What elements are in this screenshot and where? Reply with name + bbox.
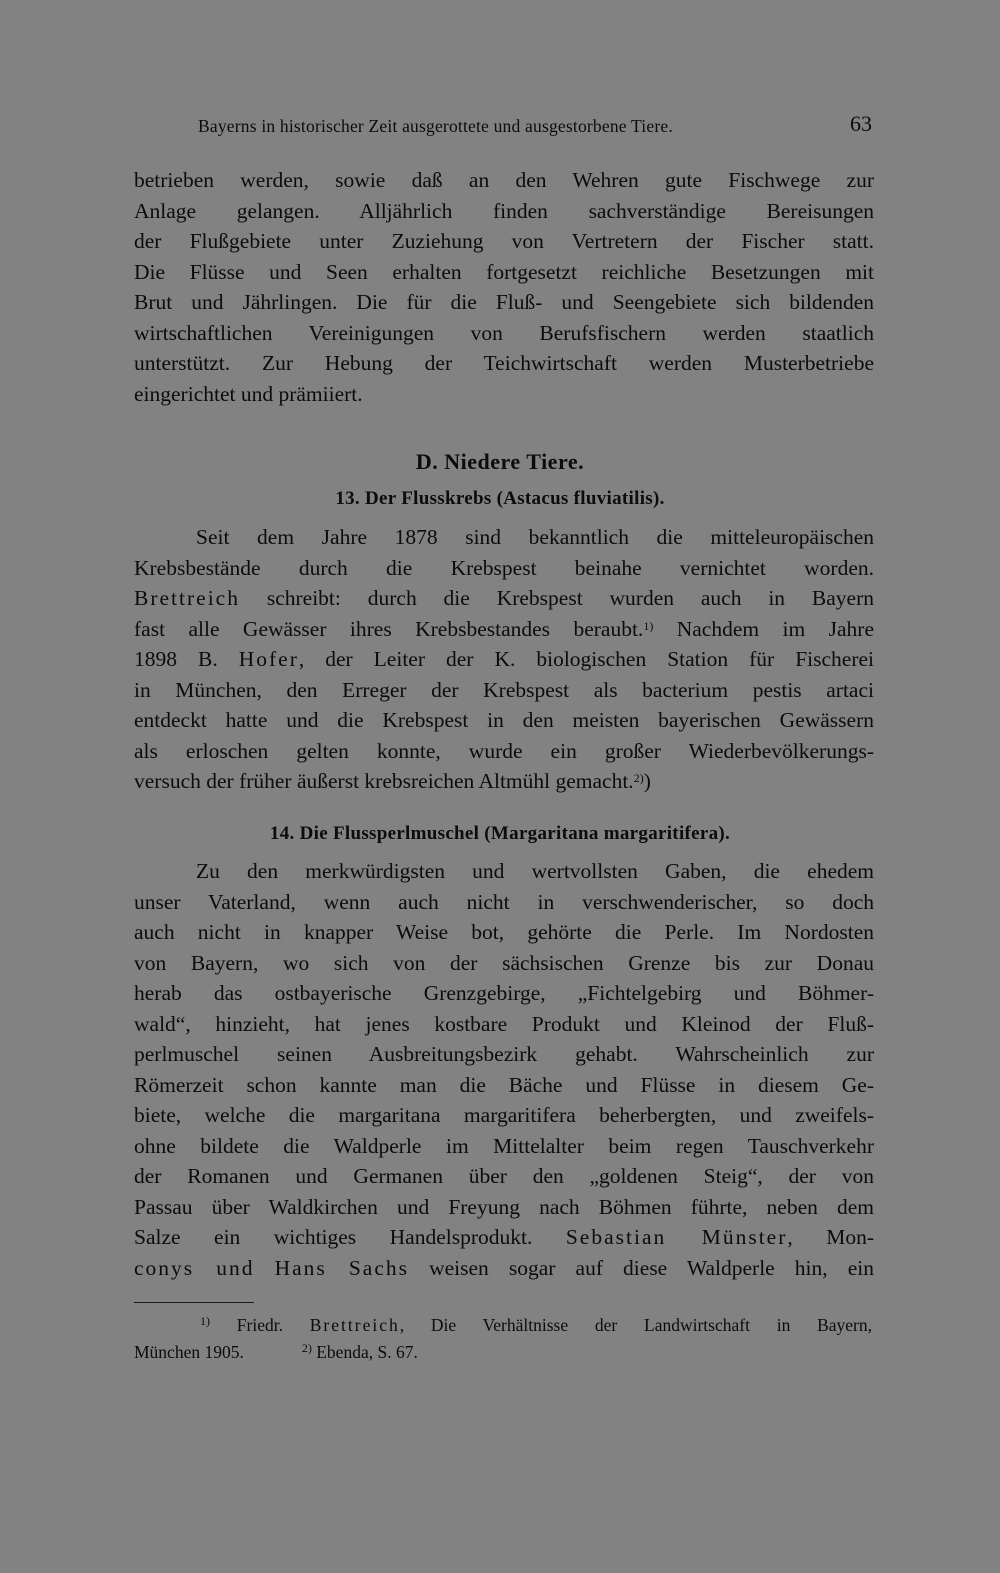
- text-line: versuch der früher äußerst krebsreichen Altmühl gemacht.$^{2)}$): [134, 769, 651, 793]
- text-span: Friedr.: [236, 1315, 283, 1335]
- text-line: [134, 1222, 874, 1253]
- text-line: unterstützt. Zur Hebung der Teichwirtschaft werden Musterbetriebe: [134, 351, 874, 375]
- page-number: 63: [850, 111, 872, 136]
- author-name-muenster: Sebastian Münster: [565, 1225, 788, 1249]
- text-line: herab das ostbayerische Grenzgebirge, „Fichtelgebirg und Böhmer-: [134, 981, 874, 1005]
- text-line: als erloschen gelten konnte, wurde ein großer Wiederbevölkerungs-: [134, 738, 874, 763]
- text-line: Römerzeit schon kannte man die Bäche und Flüsse in diesem Ge-: [134, 1072, 874, 1097]
- text-line: Krebsbestände durch die Krebspest beinahe vernichtet worden.: [134, 555, 874, 580]
- text-line: [134, 1253, 874, 1284]
- text-line: der Romanen und Germanen über den „goldenen Steig“, der von: [134, 1164, 874, 1188]
- text-span: versuch der früher äußerst krebsreichen Altmühl gemacht.: [134, 769, 634, 793]
- text-line: Anlage gelangen. Alljährlich finden sachverständige Bereisungen: [134, 198, 874, 223]
- text-line: der Flußgebiete unter Zuziehung von Vertretern der Fischer statt.: [134, 229, 874, 253]
- footnote-mark-2: 2): [301, 1341, 312, 1355]
- text-span: , Mon-: [787, 1225, 875, 1249]
- text-span: schreibt: durch die Krebspest wurden auch in Bayern: [266, 586, 875, 610]
- text-span: , der Leiter der K. biologischen Station für Fischerei: [298, 647, 874, 671]
- text-span: Nachdem im Jahre: [653, 616, 875, 641]
- text-line: entdeckt hatte und die Krebspest in den meisten bayerischen Gewässern: [134, 708, 874, 732]
- running-head: Bayerns in historischer Zeit ausgerottete und ausgestorbene Tiere.: [198, 116, 673, 136]
- footnote-1: [134, 1312, 872, 1339]
- text-span: fast alle Gewässer ihres Krebsbestandes beraubt.: [134, 616, 644, 641]
- footnote-mark-1: 1): [200, 1314, 210, 1328]
- footnote-line: [134, 1339, 872, 1366]
- text-line: von Bayern, wo sich von der sächsischen Grenze bis zur Donau: [134, 950, 874, 975]
- text-line: auch nicht in knapper Weise bot, gehörte die Perle. Im Nordosten: [134, 920, 874, 944]
- intro-paragraph: [134, 165, 874, 409]
- text-line: wirtschaftlichen Vereinigungen von Berufsfischern werden staatlich: [134, 320, 874, 345]
- text-line: Seit dem Jahre 1878 sind bekanntlich die mitteleuropäischen: [196, 525, 874, 549]
- section-heading-14: 14. Die Flussperlmuschel (Margaritana margaritifera).: [269, 823, 731, 844]
- text-line: [134, 644, 874, 675]
- text-line: Brut und Jährlingen. Die für die Fluß- und Seengebiete sich bildenden: [134, 290, 874, 314]
- footnote-ref-1: 1): [643, 618, 654, 633]
- footnote-ref-2: 2): [633, 771, 644, 785]
- section-heading-13: 13. Der Flusskrebs (Astacus fluviatilis).: [335, 488, 665, 509]
- text-line: [134, 583, 874, 614]
- text-span: weisen sogar auf diese Waldperle hin, ein: [409, 1255, 874, 1280]
- text-line: ohne bildete die Waldperle im Mittelalter beim regen Tauschverkehr: [134, 1133, 874, 1158]
- text-line: Passau über Waldkirchen und Freyung nach Böhmen führte, neben dem: [134, 1194, 874, 1219]
- text-line: wald“, hinzieht, hat jenes kostbare Produkt und Kleinod der Fluß-: [134, 1011, 874, 1036]
- text-line: in München, den Erreger der Krebspest als bacterium pestis artaci: [134, 677, 874, 702]
- section-14-paragraph: [134, 856, 874, 1283]
- footnote-separator: [134, 1302, 254, 1303]
- text-span: 1898 B.: [134, 647, 218, 671]
- author-name-brettreich: Brettreich: [134, 586, 240, 610]
- section-heading-d: D. Niedere Tiere.: [415, 449, 585, 474]
- footnote-2: Ebenda, S. 67.: [316, 1342, 418, 1362]
- text-line: Zu den merkwürdigsten und wertvollsten Gaben, die ehedem: [196, 859, 874, 883]
- text-line: Die Flüsse und Seen erhalten fortgesetzt reichliche Besetzungen mit: [134, 259, 874, 284]
- author-name-hofer: Hofer: [238, 647, 299, 671]
- text-span: , Die Verhältnisse der Landwirtschaft in Bayern,: [399, 1315, 873, 1335]
- text-span: conys und: [134, 1255, 255, 1280]
- text-span: München 1905.: [134, 1342, 244, 1362]
- text-line: biete, welche die margaritana margaritifera beherbergten, und zweifels-: [134, 1103, 874, 1127]
- author-name-brettreich: Brettreich: [309, 1315, 400, 1335]
- author-name-sachs: Hans Sachs: [274, 1255, 410, 1280]
- text-span: Salze ein wichtiges Handelsprodukt.: [134, 1225, 533, 1249]
- section-13-paragraph: [134, 522, 874, 797]
- text-line: perlmuschel seinen Ausbreitungsbezirk gehabt. Wahrscheinlich zur: [134, 1042, 874, 1066]
- text-line: eingerichtet und prämiiert.: [134, 381, 363, 406]
- text-line: [134, 614, 874, 645]
- text-line: betrieben werden, sowie daß an den Wehren gute Fischwege zur: [134, 168, 874, 192]
- text-line: unser Vaterland, wenn auch nicht in verschwenderischer, so doch: [134, 889, 874, 914]
- footnotes: [134, 1312, 872, 1366]
